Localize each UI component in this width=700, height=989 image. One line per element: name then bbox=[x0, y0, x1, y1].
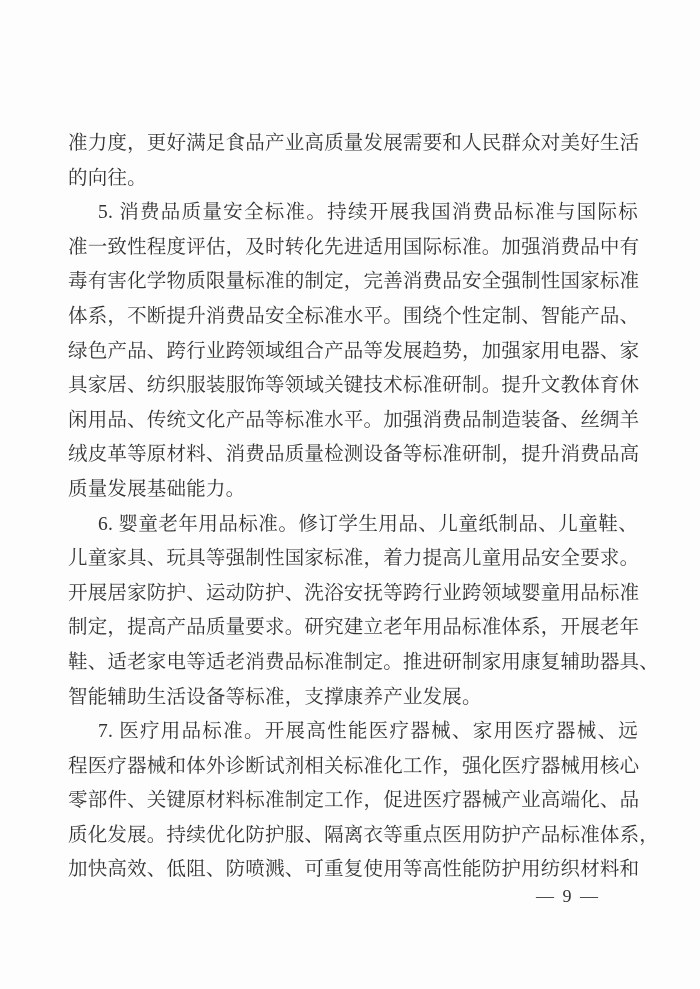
text-line: 的向往。 bbox=[68, 167, 147, 189]
text-line: 智能辅助生活设备等标准，支撑康养产业发展。 bbox=[68, 686, 482, 708]
text-line: 零部件、关键原材料标准制定工作，促进医疗器械产业高端化、品 bbox=[68, 790, 640, 812]
text-line: 准一致性程度评估，及时转化先进适用国际标准。加强消费品中有 bbox=[68, 236, 640, 258]
text-line: 制定，提高产品质量要求。研究建立老年用品标准体系，开展老年 bbox=[68, 617, 640, 639]
text-line: 程医疗器械和体外诊断试剂相关标准化工作，强化医疗器械用核心 bbox=[68, 755, 640, 777]
text-line: 准力度，更好满足食品产业高质量发展需要和人民群众对美好生活 bbox=[68, 133, 640, 154]
text-line: 体系，不断提升消费品安全标准水平。围绕个性定制、智能产品、 bbox=[68, 305, 640, 327]
text-line: 开展居家防护、运动防护、洗浴安抚等跨行业跨领域婴童用品标准 bbox=[68, 582, 640, 604]
text-line: 6. 婴童老年用品标准。修订学生用品、儿童纸制品、儿童鞋、 bbox=[98, 513, 638, 535]
text-line: 7. 医疗用品标准。开展高性能医疗器械、家用医疗器械、远 bbox=[98, 721, 638, 743]
page-number: — 9 — bbox=[536, 886, 600, 906]
body-text bbox=[68, 127, 660, 888]
text-line: 质化发展。持续优化防护服、隔离衣等重点医用防护产品标准体系， bbox=[68, 824, 660, 846]
text-line: 闲用品、传统文化产品等标准水平。加强消费品制造装备、丝绸羊 bbox=[68, 409, 640, 431]
text-line: 毒有害化学物质限量标准的制定，完善消费品安全强制性国家标准 bbox=[68, 271, 640, 293]
text-line: 5. 消费品质量安全标准。持续开展我国消费品标准与国际标 bbox=[98, 202, 638, 224]
text-line: 质量发展基础能力。 bbox=[68, 478, 246, 500]
text-line: 加快高效、低阻、防喷溅、可重复使用等高性能防护用纺织材料和 bbox=[68, 859, 640, 881]
text-line: 鞋、适老家电等适老消费品标准制定。推进研制家用康复辅助器具、 bbox=[68, 651, 660, 673]
text-line: 绒皮革等原材料、消费品质量检测设备等标准研制，提升消费品高 bbox=[68, 444, 640, 466]
text-line: 绿色产品、跨行业跨领域组合产品等发展趋势，加强家用电器、家 bbox=[68, 340, 640, 362]
text-line: 儿童家具、玩具等强制性国家标准，着力提高儿童用品安全要求。 bbox=[68, 548, 640, 570]
text-line: 具家居、纺织服装服饰等领域关键技术标准研制。提升文教体育休 bbox=[68, 375, 640, 397]
